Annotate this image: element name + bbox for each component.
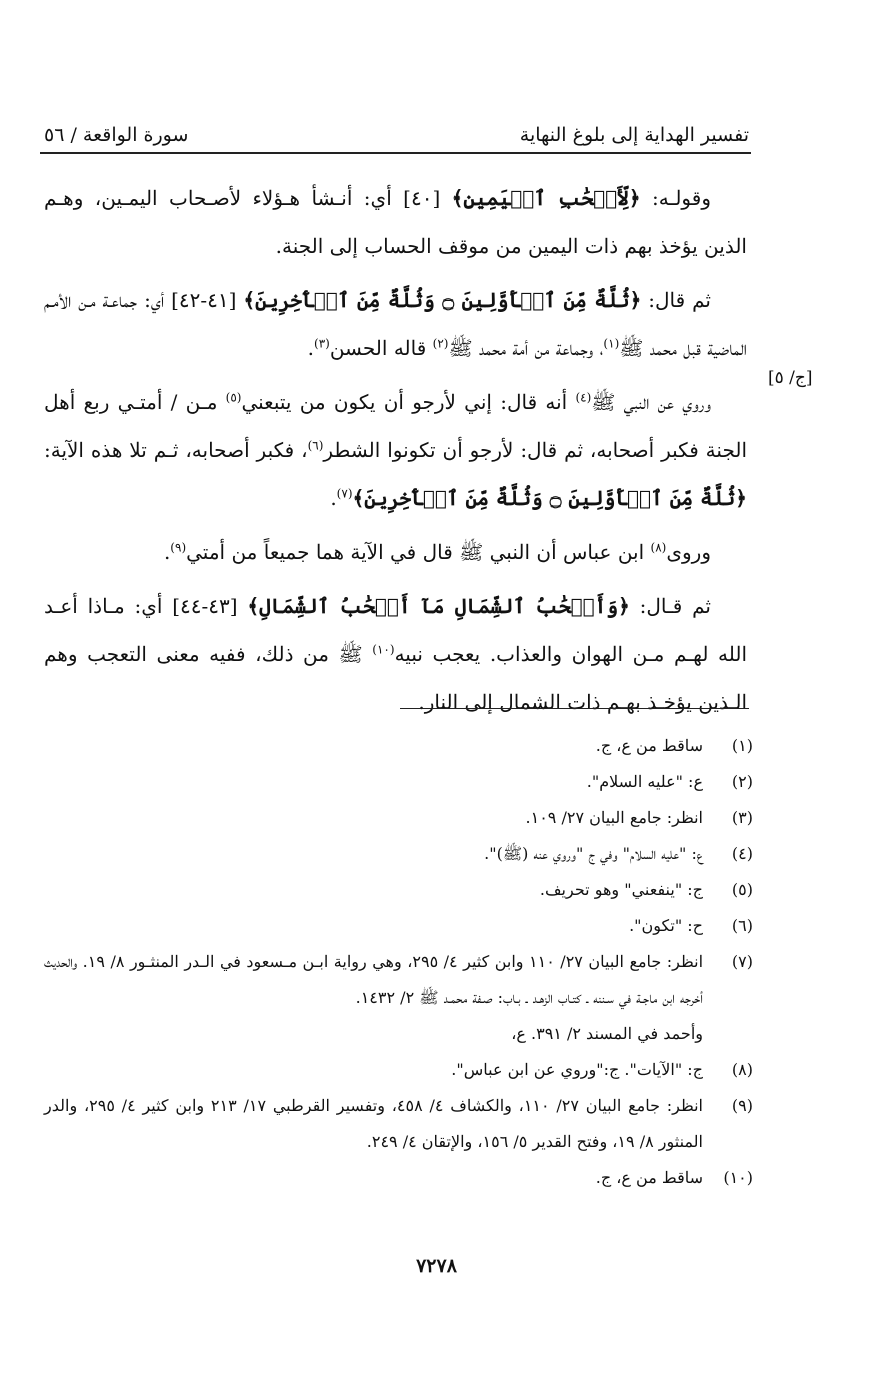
footnote: [44, 1052, 753, 1088]
footnote: [44, 728, 753, 764]
footnote-ref: (٣): [314, 336, 330, 351]
footnote-number: (٧): [731, 952, 753, 971]
text-run: .: [307, 336, 314, 360]
footnote-ref: (٦): [307, 438, 324, 453]
footnote-divider: [400, 708, 749, 709]
book-title: تفسير الهداية إلى بلوغ النهاية: [519, 124, 749, 146]
header-divider: [40, 152, 751, 154]
text-run: [٤٣-٤٤] أي: مـاذا أعـد الله لهـم مـن الهوان والعذاب. يعجب نبيه: [44, 594, 748, 666]
footnote: [44, 908, 753, 944]
page-number: ٧٢٧٨: [416, 1255, 457, 1277]
text-run: أنه قال: إني لأرجو أن يكون من يتبعني: [241, 390, 576, 414]
paragraph: [44, 582, 747, 726]
quran-verse: ﴿ثُلَّةٌ مِّنَ ٱلۡأَوَّلِينَ ۝ وَثُلَّةٌ مِّنَ ٱلۡأٓخِرِينَ﴾: [243, 288, 642, 312]
footnote-text: ساقط من ع، ج.: [595, 736, 703, 755]
text-run: وروي عن النبي ﷺ: [591, 390, 712, 414]
main-text: [44, 174, 747, 732]
footnote: [44, 764, 753, 800]
footnote-text: انظر: جامع البيان ٢٧/ ١١٠، والكشاف ٤/ ٤٥٨، وتفسير القرطبي ١٧/ ٢١٣ وابن كثير ٤/ ٢٩٥، والدر المنثور ٨/ ١٩، وفتح القدير ٥/ ١٥٦، والإتقان ٤/ ٢٤٩.: [44, 1096, 703, 1151]
footnotes-section: [44, 728, 753, 1196]
text-run: [٤١-٤٢] أي: جماعـة مـن الأمـم الماضية قبل محمد ﷺ: [44, 288, 747, 360]
footnote-text: ج: "الآيات". ج:"وروي عن ابن عباس".: [451, 1060, 703, 1079]
quran-verse: ﴿لِّأَصۡحَٰبِ ٱلۡيَمِينِ﴾: [451, 186, 641, 210]
footnote-ref: (٢): [432, 336, 449, 351]
quran-verse: ﴿وَأَصۡحَٰبُ ٱلشِّمَالِ مَآ أَصۡحَٰبُ ٱلشِّمَالِ﴾: [247, 594, 630, 618]
text-run: وقولـه:: [640, 186, 711, 210]
footnote-text: ج: "ينفعني" وهو تحريف.: [539, 880, 703, 899]
footnote-number: (١٠): [723, 1168, 753, 1187]
footnote: [44, 800, 753, 836]
text-run: ثم قال:: [641, 288, 711, 312]
text-run: [٤٠] أي: أنـشأ هـؤلاء لأصـحاب اليمـين، وهـم الذين يؤخذ بهم ذات اليمين من موقف الحساب إلى الجنة.: [44, 186, 747, 258]
footnote-continuation: وأحمد في المسند ٢/ ٣٩١. ع،: [511, 1024, 703, 1043]
footnote: [44, 944, 753, 1016]
paragraph: [44, 276, 747, 372]
footnote-number: (١): [731, 736, 753, 755]
text-run: ابن عباس أن النبي ﷺ قال في الآية هما جميعاً من أمتي: [186, 540, 651, 564]
running-header: [44, 108, 749, 146]
footnote-number: (٩): [731, 1096, 753, 1115]
text-run: ، وجماعة من أمة محمد ﷺ: [448, 336, 604, 360]
surah-page-label: سورة الواقعة / ٥٦: [44, 124, 189, 146]
paragraph: [44, 174, 747, 270]
footnote-text: ع: "عليه السلام" وفي ج "وروي عنه (ﷺ)".: [484, 844, 703, 863]
text-run: مـن / أمتـي ربع أهل الجنة فكبر أصحابه، ثم قال: لأرجو أن تكونوا الشطر: [44, 390, 747, 462]
footnote: [44, 836, 753, 872]
footnote-ref: (٨): [650, 540, 667, 555]
text-run: .: [163, 540, 171, 564]
footnote-text: انظر: جامع البيان ٢٧/ ١٠٩.: [525, 808, 703, 827]
footnote-number: (٢): [731, 772, 753, 791]
footnote: [44, 1160, 753, 1196]
text-run: ﷺ من ذلك، ففيه معنى التعجب وهم الـذين يؤخـذ بهـم ذات الشمال إلى النار.: [44, 642, 747, 714]
footnote-text: انظر: جامع البيان ٢٧/ ١١٠ وابن كثير ٤/ ٢٩٥، وهي رواية ابـن مـسعود في الـدر المنثـور ٨/ ١٩. والحديث أخرجه ابن ماجـة في سـننه ـ كتـاب الزهـد ـ بـاب: صـفة محمـد ﷺ ٢/ ١٤٣٢.: [44, 952, 704, 1007]
footnote-text: ح: "تكون".: [629, 916, 703, 935]
footnote-number: (٤): [731, 844, 753, 863]
footnote-number: (٣): [731, 808, 753, 827]
footnote-ref: (٤): [575, 390, 592, 405]
footnote: [44, 872, 753, 908]
footnote-number: (٦): [731, 916, 753, 935]
text-run: ، فكبر أصحابه، ثـم تلا هذه الآية:: [44, 438, 308, 462]
text-run: ثم قـال:: [629, 594, 712, 618]
footnote-ref: (٥): [225, 390, 242, 405]
text-run: .: [330, 486, 337, 510]
manuscript-margin-note: [ج/ ٥]: [768, 368, 813, 388]
footnote-text: ساقط من ع، ج.: [595, 1168, 703, 1187]
footnote-ref: (١): [603, 336, 620, 351]
paragraph: [44, 378, 747, 522]
text-run: قاله الحسن: [329, 336, 433, 360]
footnote-ref: (١٠): [372, 642, 395, 657]
footnote-ref: (٧): [336, 486, 353, 501]
paragraph: [44, 528, 747, 576]
footnote-text: ع: "عليه السلام".: [586, 772, 703, 791]
footnote-number: (٨): [731, 1060, 753, 1079]
footnote: [44, 1088, 753, 1160]
text-run: وروى: [666, 540, 711, 564]
footnote-number: (٥): [731, 880, 753, 899]
footnote-ref: (٩): [170, 540, 187, 555]
quran-verse: ﴿ثُلَّةٌ مِّنَ ٱلۡأَوَّلِينَ ۝ وَثُلَّةٌ مِّنَ ٱلۡأٓخِرِينَ﴾: [352, 486, 747, 510]
